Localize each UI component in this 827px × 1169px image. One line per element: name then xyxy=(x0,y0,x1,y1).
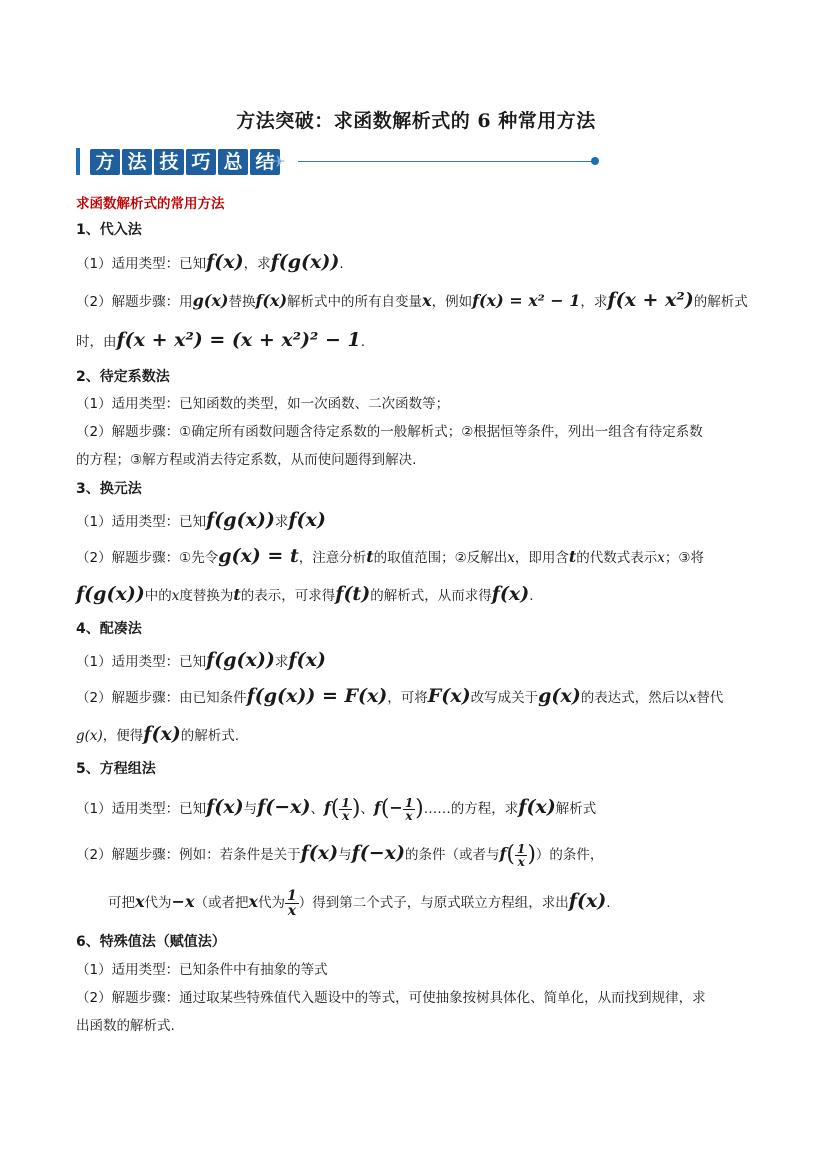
text: 求 xyxy=(274,654,289,670)
fraction xyxy=(403,797,415,822)
text: 解析式 xyxy=(555,801,597,817)
s5-line-1 xyxy=(76,792,596,824)
text: 、 xyxy=(310,801,324,817)
s3-line-2 xyxy=(76,546,704,568)
text: 的表达式，然后以 xyxy=(580,690,689,706)
formula: f xyxy=(323,798,331,817)
s6-line-3: 出函数的解析式. xyxy=(76,1018,175,1034)
section-6-heading: 6、特殊值法（赋值法） xyxy=(76,934,226,950)
text: （1）适用类型：已知 xyxy=(76,514,207,530)
fraction-denominator: x xyxy=(517,854,525,869)
formula: f(x + x²) xyxy=(607,289,694,311)
s4-line-1 xyxy=(76,650,326,672)
text: 度替换为 xyxy=(179,588,234,604)
paren: ( xyxy=(506,842,515,867)
text: 替代 xyxy=(696,690,724,706)
text: 与 xyxy=(243,801,258,817)
formula: f(g(x)) = F(x) xyxy=(246,685,388,707)
text: 可把 xyxy=(108,895,135,911)
formula: g(x) xyxy=(192,291,229,310)
text: . xyxy=(339,256,344,272)
formula: g(x) = t xyxy=(218,545,299,567)
text: 解析式中的所有自变量 xyxy=(287,294,423,310)
fraction-numerator: 1 xyxy=(516,841,526,856)
s5-line-2 xyxy=(76,838,603,870)
formula: f(g(x)) xyxy=(76,583,145,605)
formula: − xyxy=(389,798,403,817)
text: ，即用含 xyxy=(514,550,569,566)
fraction-numerator: 1 xyxy=(404,795,414,810)
formula: f(x) xyxy=(288,649,326,671)
paren: ) xyxy=(527,842,536,867)
text: 代为 xyxy=(258,895,286,911)
formula: t xyxy=(568,547,577,566)
formula: f(g(x)) xyxy=(270,251,340,273)
banner-char: 巧 xyxy=(186,149,216,175)
text: ；③将 xyxy=(664,550,704,566)
formula: x xyxy=(248,892,259,911)
s4-line-3 xyxy=(76,724,239,746)
formula: f(t) xyxy=(335,583,371,605)
fraction xyxy=(285,889,299,918)
paren: ( xyxy=(380,796,390,821)
text: ，求 xyxy=(243,256,271,272)
banner-label xyxy=(90,149,280,175)
formula: f(x) xyxy=(206,251,244,273)
banner-char: 方 xyxy=(90,149,120,175)
formula: f xyxy=(499,844,507,863)
section-1-heading: 1、代入法 xyxy=(76,222,142,238)
text: . xyxy=(529,588,534,604)
banner-char: 结 xyxy=(250,149,280,175)
text: ，注意分析 xyxy=(298,550,367,566)
text: 的解析式，从而求得 xyxy=(370,588,492,604)
paren: ) xyxy=(415,796,424,821)
paren: ( xyxy=(330,796,340,821)
s1-line-2 xyxy=(76,290,748,312)
formula: f(x + x²) = (x + x²)² − 1 xyxy=(116,329,361,351)
section-2-heading: 2、待定系数法 xyxy=(76,369,170,385)
text: 的解析式 xyxy=(693,294,748,310)
text: 改写成关于 xyxy=(470,690,539,706)
s1-line-3 xyxy=(76,330,365,352)
text: （或者把 xyxy=(194,895,249,911)
section-banner xyxy=(76,147,606,177)
text: （2）解题步骤：①先令 xyxy=(76,550,219,566)
formula: f(x) xyxy=(568,890,607,912)
text: 时，由 xyxy=(76,334,117,350)
formula: f(x) xyxy=(143,723,181,745)
formula: f(x) = x² − 1 xyxy=(472,291,581,310)
s3-line-3 xyxy=(76,584,533,606)
formula: −x xyxy=(171,892,195,911)
text: （1）适用类型：已知 xyxy=(76,801,207,817)
fraction-numerator: 1 xyxy=(287,887,297,904)
text: ，可将 xyxy=(387,690,428,706)
banner-char: 技 xyxy=(154,149,184,175)
fraction-denominator: x xyxy=(405,808,413,823)
text: （1）适用类型：已知 xyxy=(76,256,207,272)
text: （2）解题步骤：例如：若条件是关于 xyxy=(76,847,301,863)
formula: x xyxy=(688,690,697,706)
fraction xyxy=(339,797,351,822)
formula: x xyxy=(135,892,145,911)
text: （2）解题步骤：用 xyxy=(76,294,193,310)
formula: t xyxy=(366,547,374,566)
formula: f(−x) xyxy=(351,842,405,864)
text: （2）解题步骤：由已知条件 xyxy=(76,690,247,706)
banner-divider xyxy=(298,161,594,162)
text: ）的条件， xyxy=(535,847,604,863)
formula: x xyxy=(507,550,515,566)
s2-line-2: （2）解题步骤：①确定所有函数问题含待定系数的一般解析式；②根据恒等条件，列出一组含有待定系数 xyxy=(76,424,703,440)
s1-line-1 xyxy=(76,252,344,274)
banner-accent-bar xyxy=(76,148,80,175)
formula: f(x) xyxy=(255,291,288,310)
text: ）得到第二个式子，与原式联立方程组，求出 xyxy=(298,895,569,911)
paper-plane-icon: ✈ xyxy=(272,152,286,171)
text: . xyxy=(606,895,611,911)
formula: f(x) xyxy=(300,842,339,864)
banner-dot xyxy=(591,157,599,165)
formula: g(x) xyxy=(538,685,581,707)
text: ，求 xyxy=(580,294,608,310)
text: 替换 xyxy=(228,294,256,310)
s5-line-3 xyxy=(108,884,611,920)
text: 中的 xyxy=(144,588,172,604)
text: （1）适用类型：已知 xyxy=(76,654,207,670)
formula: t xyxy=(233,585,241,604)
formula: f(−x) xyxy=(257,796,311,818)
s2-line-3: 的方程；③解方程或消去待定系数，从而使问题得到解决. xyxy=(76,452,417,468)
s6-line-2: （2）解题步骤：通过取某些特殊值代入题设中的等式，可使抽象按树具体化、简单化，从而找到规律，求 xyxy=(76,990,706,1006)
fraction xyxy=(515,843,527,868)
s6-line-1: （1）适用类型：已知条件中有抽象的等式 xyxy=(76,962,328,978)
text: ，便得 xyxy=(102,728,144,744)
text: 的代数式表示 xyxy=(576,550,658,566)
text: 的解析式. xyxy=(180,728,240,744)
banner-char: 总 xyxy=(218,149,248,175)
formula: f(g(x)) xyxy=(206,509,275,531)
text: 与 xyxy=(338,847,352,863)
text: 的取值范围；②反解出 xyxy=(373,550,508,566)
paren: ) xyxy=(351,796,361,821)
section-subtitle: 求函数解析式的常用方法 xyxy=(76,196,225,212)
text: 、 xyxy=(360,801,374,817)
formula: f(x) xyxy=(288,509,326,531)
formula: f(x) xyxy=(206,796,244,818)
text: 代为 xyxy=(144,895,172,911)
formula: f(x) xyxy=(491,583,530,605)
section-4-heading: 4、配凑法 xyxy=(76,621,142,637)
s3-line-1 xyxy=(76,510,326,532)
text: ……的方程，求 xyxy=(423,801,519,817)
text: 的表示，可求得 xyxy=(240,588,336,604)
formula: f(x) xyxy=(518,796,556,818)
formula: F(x) xyxy=(427,685,471,707)
text: 求 xyxy=(274,514,289,530)
formula: x xyxy=(171,588,180,604)
formula: g(x) xyxy=(76,728,103,744)
banner-char: 法 xyxy=(122,149,152,175)
section-5-heading: 5、方程组法 xyxy=(76,761,156,777)
text: 的条件（或者与 xyxy=(404,847,500,863)
formula: f xyxy=(373,798,381,817)
s4-line-2 xyxy=(76,686,723,708)
formula: x xyxy=(422,291,432,310)
page-title: 方法突破：求函数解析式的 6 种常用方法 xyxy=(236,110,596,132)
s2-line-1: （1）适用类型：已知函数的类型，如一次函数、二次函数等； xyxy=(76,396,450,412)
text: . xyxy=(360,334,366,350)
formula: f(g(x)) xyxy=(206,649,275,671)
text: ，例如 xyxy=(431,294,473,310)
section-3-heading: 3、换元法 xyxy=(76,481,142,497)
fraction-denominator: x xyxy=(287,902,297,919)
fraction-denominator: x xyxy=(342,808,350,823)
fraction-numerator: 1 xyxy=(341,795,350,810)
formula: x xyxy=(657,550,665,566)
